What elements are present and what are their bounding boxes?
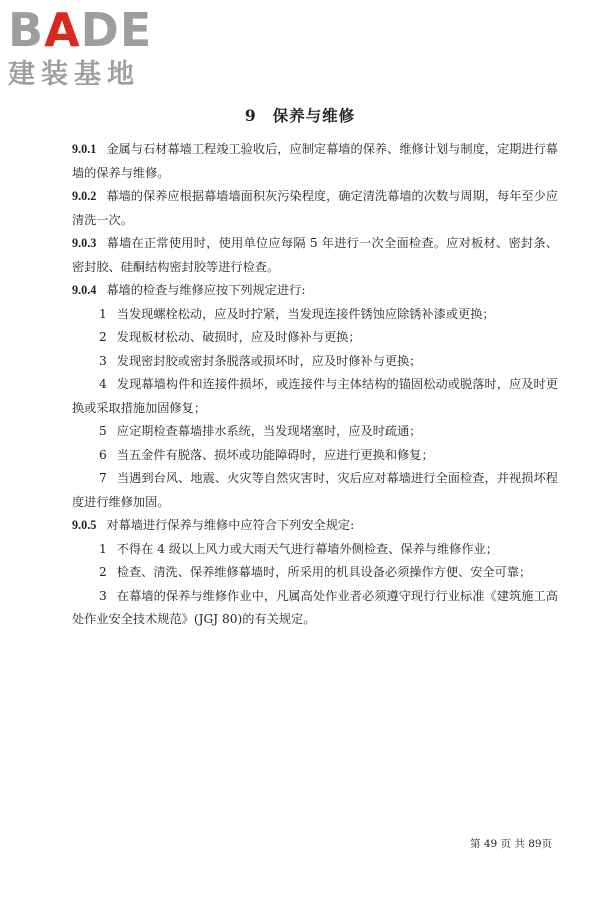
- clause-904: [72, 279, 558, 303]
- list-item: 1 不得在 4 级以上风力或大雨天气进行幕墙外侧检查、保养与维修作业；: [99, 541, 498, 556]
- logo-subtitle: 建装基地: [8, 59, 140, 90]
- section-title-text: 保养与维修: [272, 106, 356, 125]
- list-item: 5 应定期检查幕墙排水系统，当发现堵塞时，应及时疏通；: [99, 424, 422, 438]
- section-title: [0, 104, 600, 126]
- clause-text: 幕墙在正常使用时，使用单位应每隔 5 年进行一次全面检查。应对板材、密封条、密封胶、硅酮结构密封胶等进行检查。: [72, 236, 558, 274]
- clause-text: 金属与石材幕墙工程竣工验收后，应制定幕墙的保养、维修计划与制度，定期进行幕墙的保养与维修。: [72, 142, 558, 180]
- bade-logo: [8, 4, 178, 90]
- clause-text: 幕墙的保养应根据幕墙墙面积灰污染程度，确定清洗幕墙的次数与周期，每年至少应清洗一次。: [72, 189, 558, 227]
- clause-id: 9.0.1: [72, 142, 97, 156]
- list-item: 2 检查、清洗、保养维修幕墙时，所采用的机具设备必须操作方便、安全可靠；: [99, 565, 532, 579]
- section-number: 9: [244, 106, 257, 125]
- list-item: 2 发现板材松动、破损时，应及时修补与更换；: [99, 330, 361, 344]
- clause-901: [72, 138, 558, 185]
- clause-902: [72, 185, 558, 232]
- list-item: 1 当发现螺栓松动，应及时拧紧，当发现连接件锈蚀应除锈补漆或更换；: [99, 306, 495, 321]
- list-item: 7 当遇到台风、地震、火灾等自然灾害时，灾后应对幕墙进行全面检查，并视损坏程度进行维修加固。: [72, 471, 558, 509]
- clause-id: 9.0.3: [72, 236, 97, 250]
- clause-903: [72, 232, 558, 279]
- clause-text: 对幕墙进行保养与维修中应符合下列安全规定:: [106, 518, 355, 532]
- clause-id: 9.0.2: [72, 189, 97, 203]
- list-item: 4 发现幕墙构件和连接件损坏，或连接件与主体结构的锚固松动或脱落时，应及时更换或采取措施加固修复；: [72, 377, 558, 415]
- clause-id: 9.0.5: [72, 518, 97, 532]
- clause-text: 幕墙的检查与维修应按下列规定进行:: [106, 283, 306, 297]
- page-number: 第 49 页 共 89页: [470, 838, 553, 850]
- list-item: 3 发现密封胶或密封条脱落或损坏时，应及时修补与更换；: [99, 353, 422, 368]
- list-item: 6 当五金件有脱落、损坏或功能障碍时，应进行更换和修复；: [99, 447, 434, 462]
- clause-905: [72, 514, 558, 538]
- list-item: 3 在幕墙的保养与维修作业中，凡属高处作业者必须遵守现行行业标准《建筑施工高处作业安全技术规范》(JGJ 80)的有关规定。: [72, 588, 558, 626]
- document-body: [72, 138, 558, 632]
- logo-wordmark: BADE: [8, 3, 153, 57]
- clause-id: 9.0.4: [72, 283, 97, 297]
